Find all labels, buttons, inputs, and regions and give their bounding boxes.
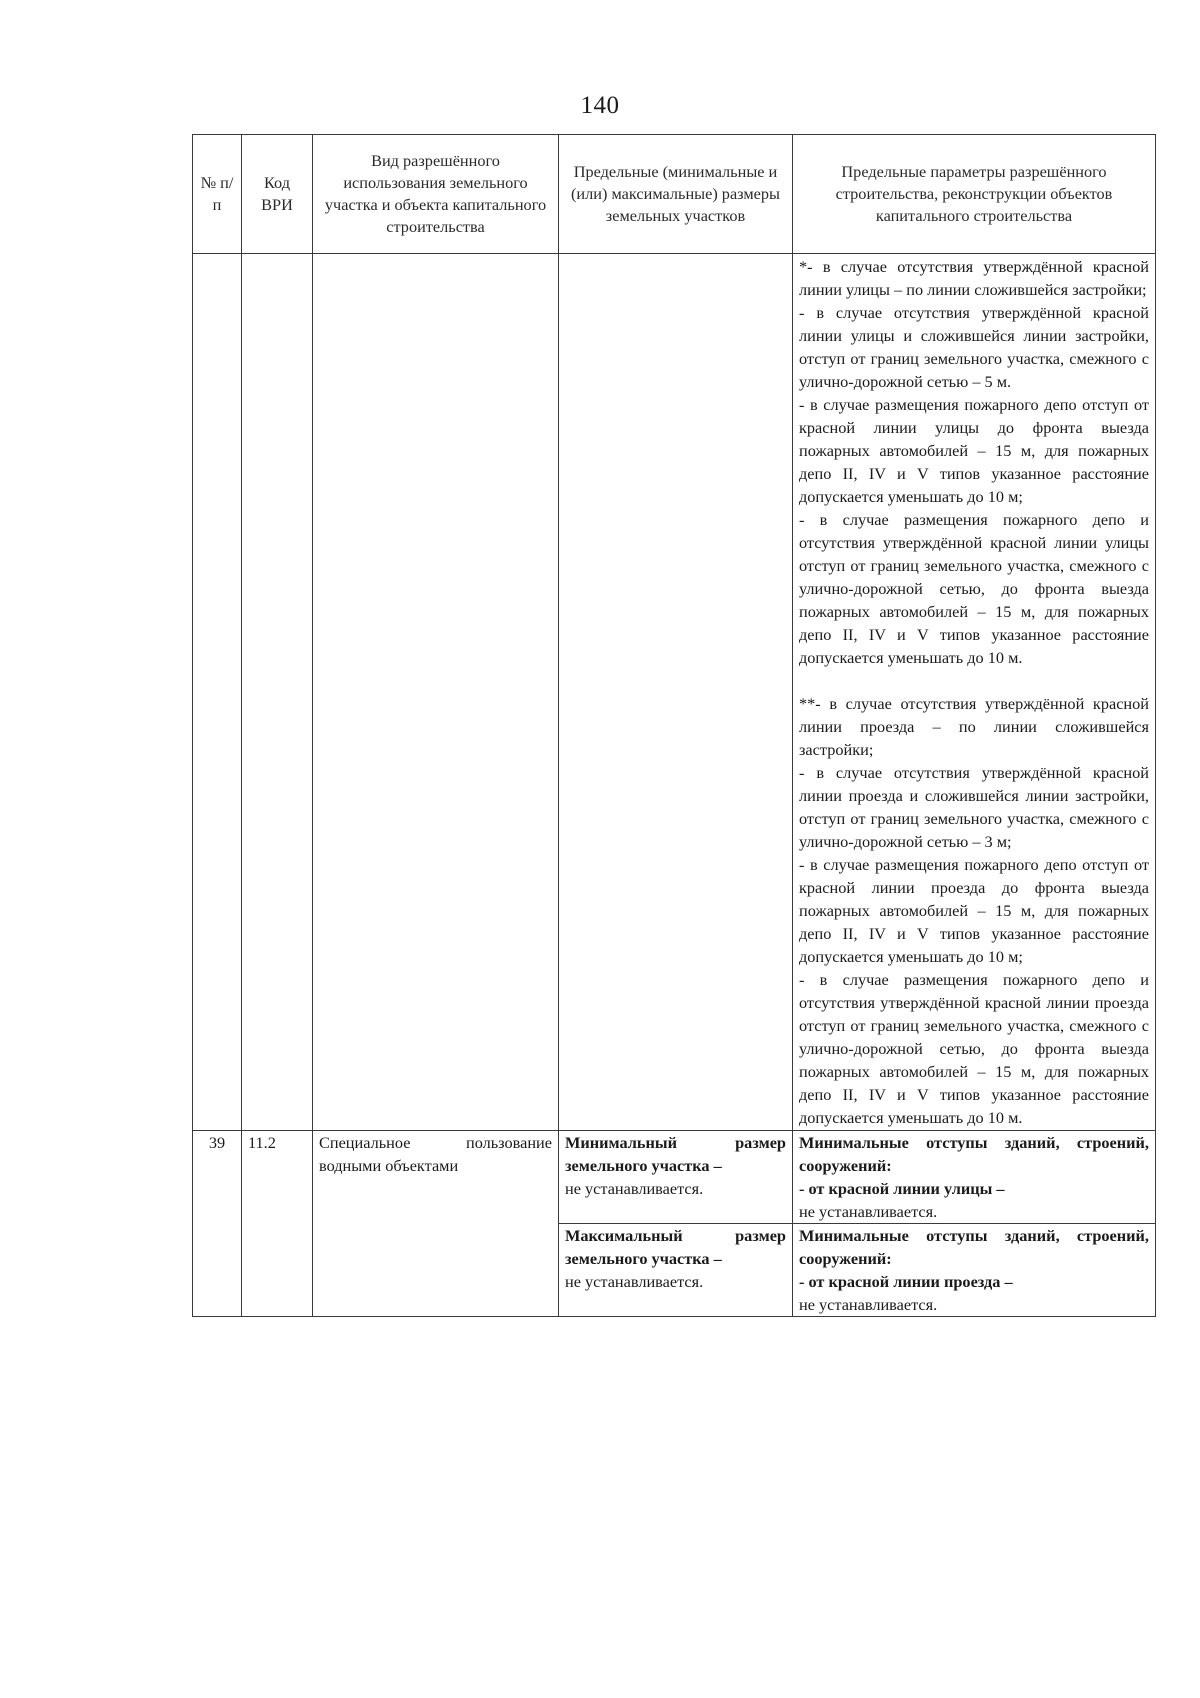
passage-setback-value: не устанавливается. <box>799 1295 938 1314</box>
header-num: № п/п <box>193 135 242 254</box>
continuation-row <box>193 254 1156 1131</box>
header-use: Вид разрешённого использования земельного участка и объекта капитального строительства <box>313 135 559 254</box>
row39-max-size <box>559 1224 793 1317</box>
table-header-row <box>193 135 1156 254</box>
street-setback-value: не устанавливается. <box>799 1202 938 1221</box>
page-number: 140 <box>580 92 620 119</box>
row39-code: 11.2 <box>242 1131 313 1317</box>
continuation-use-cell <box>313 254 559 1131</box>
max-size-value: не устанавливается. <box>565 1272 704 1291</box>
continuation-size-cell <box>559 254 793 1131</box>
note-street-1: *- в случае отсутствия утверждённой красной линии улицы – по линии сложившейся застройки; <box>799 257 1149 299</box>
note-passage-4: - в случае размещения пожарного депо и отсутствия утверждённой красной линии проезда отступ от границ земельного участка, смежного с улично-дорожной сетью, до фронта выезда пожарных автомобилей – 15 м, для пожарных депо II, IV и V типов указанное расстояние допускается уменьшать до 10 м. <box>799 970 1149 1127</box>
street-setback-sublabel: - от красной линии улицы – <box>799 1179 1005 1198</box>
passage-setback-sublabel: - от красной линии проезда – <box>799 1272 1013 1291</box>
note-passage-2: - в случае отсутствия утверждённой красной линии проезда и сложившейся линии застройки, отступ от границ земельного участка, смежного с улично-дорожной сетью – 3 м; <box>799 763 1149 851</box>
note-passage-3: - в случае размещения пожарного депо отступ от красной линии проезда до фронта выезда пожарных автомобилей – 15 м, для пожарных депо II, IV и V типов указанное расстояние допускается уменьшать до 10 м; <box>799 855 1149 966</box>
note-passage-1: **- в случае отсутствия утверждённой красной линии проезда – по линии сложившейся застройки; <box>799 694 1149 759</box>
continuation-params-cell <box>793 254 1156 1131</box>
row39-min-size <box>559 1131 793 1224</box>
row39-num: 39 <box>193 1131 242 1317</box>
row39-street-setback <box>793 1131 1156 1224</box>
row39-use: Специальное пользование водными объектами <box>313 1131 559 1317</box>
paragraph-gap <box>799 669 1149 692</box>
continuation-code-cell <box>242 254 313 1131</box>
header-params: Предельные параметры разрешённого строительства, реконструкции объектов капитального строительства <box>793 135 1156 254</box>
street-setback-label: Минимальные отступы зданий, строений, сооружений: <box>799 1133 1149 1175</box>
max-size-label: Максимальный размер земельного участка – <box>565 1226 786 1268</box>
min-size-label: Минимальный размер земельного участка – <box>565 1133 786 1175</box>
zoning-table <box>192 134 1156 1317</box>
row39-passage-setback <box>793 1224 1156 1317</box>
header-size: Предельные (минимальные и (или) максимальные) размеры земельных участков <box>559 135 793 254</box>
note-street-4: - в случае размещения пожарного депо и отсутствия утверждённой красной линии улицы отступ от границ земельного участка, смежного с улично-дорожной сетью, до фронта выезда пожарных автомобилей – 15 м, для пожарных депо II, IV и V типов указанное расстояние допускается уменьшать до 10 м. <box>799 510 1149 667</box>
min-size-value: не устанавливается. <box>565 1179 704 1198</box>
header-code: Код ВРИ <box>242 135 313 254</box>
table-row-39a <box>193 1131 1156 1224</box>
passage-setback-label: Минимальные отступы зданий, строений, сооружений: <box>799 1226 1149 1268</box>
continuation-num-cell <box>193 254 242 1131</box>
note-street-2: - в случае отсутствия утверждённой красной линии улицы и сложившейся линии застройки, отступ от границ земельного участка, смежного с улично-дорожной сетью – 5 м. <box>799 303 1149 391</box>
note-street-3: - в случае размещения пожарного депо отступ от красной линии улицы до фронта выезда пожарных автомобилей – 15 м, для пожарных депо II, IV и V типов указанное расстояние допускается уменьшать до 10 м; <box>799 395 1149 506</box>
